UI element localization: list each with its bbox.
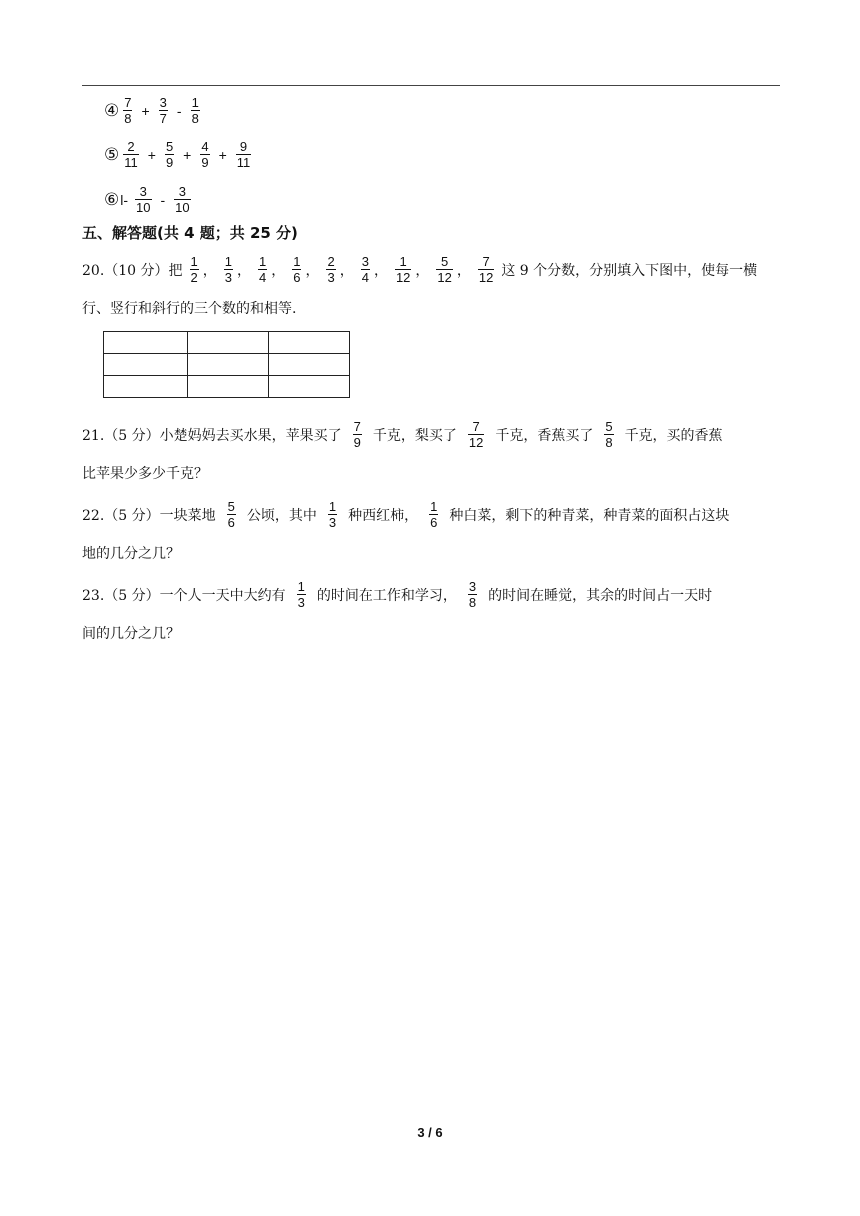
question-text: 20.（10 分）把	[82, 262, 183, 279]
exercise-5	[104, 140, 254, 169]
separator: ，	[237, 262, 251, 279]
operator: +	[218, 146, 227, 163]
fraction: $\frac{3}{10}$	[175, 184, 190, 215]
operator: +	[141, 102, 150, 119]
grid-cell[interactable]	[104, 354, 188, 376]
question-text: 的时间在睡觉，其余的时间占一天时	[488, 587, 713, 604]
question-21-line2: 比苹果少多少千克？	[82, 466, 208, 482]
section-heading: 五、解答题(共 4 题；共 25 分)	[82, 224, 298, 242]
grid-cell[interactable]	[188, 354, 269, 376]
separator: ，	[373, 262, 388, 279]
fraction: $\frac{5}{12}$	[437, 254, 452, 285]
grid-cell[interactable]	[188, 376, 269, 398]
question-text: 公顷，其中	[246, 507, 317, 524]
fraction: $\frac{7}{12}$	[478, 254, 494, 285]
separator: ，	[305, 262, 320, 279]
fraction: $\frac{3}{10}$	[136, 184, 151, 215]
separator: ，	[415, 262, 430, 279]
fraction: $\frac{3}{7}$	[159, 95, 167, 126]
fraction: $\frac{5}{9}$	[165, 139, 174, 170]
question-23-line2: 间的几分之几？	[82, 626, 180, 642]
grid-cell[interactable]	[269, 354, 350, 376]
fraction: $\frac{1}{3}$	[224, 254, 232, 285]
question-text: 千克，梨买了	[372, 427, 457, 444]
separator: ，	[271, 262, 286, 279]
question-20-line2: 行、竖行和斜行的三个数的和相等.	[82, 301, 297, 317]
fraction: $\frac{7}{12}$	[468, 419, 484, 450]
question-text: 23.（5 分）一个人一天中大约有	[82, 587, 286, 604]
question-text: 这 9 个分数，分别填入下图中，使每一横	[501, 262, 758, 279]
separator: ，	[339, 262, 354, 279]
question-22-line2: 地的几分之几？	[82, 546, 180, 562]
question-20-line1	[82, 255, 757, 284]
question-21-line1	[82, 420, 723, 449]
question-text: 千克，买的香蕉	[624, 427, 723, 444]
question-22-line1	[82, 500, 729, 529]
question-text: 种白菜，剩下的种青菜，种青菜的面积占这块	[449, 507, 730, 524]
fraction: $\frac{9}{11}$	[236, 139, 251, 170]
item-marker: ⑤	[104, 144, 120, 165]
header-rule	[82, 85, 780, 86]
fraction: $\frac{1}{12}$	[395, 254, 411, 285]
question-text: 21.（5 分）小楚妈妈去买水果，苹果买了	[82, 427, 342, 444]
fraction: $\frac{3}{8}$	[468, 579, 477, 610]
fraction: $\frac{1}{2}$	[190, 254, 198, 285]
question-text: 22.（5 分）一块菜地	[82, 507, 216, 524]
fraction: $\frac{2}{11}$	[124, 139, 138, 170]
operator: -	[176, 102, 182, 119]
fraction: $\frac{7}{9}$	[353, 419, 361, 450]
operator: +	[183, 146, 192, 163]
grid-cell[interactable]	[269, 376, 350, 398]
fraction: $\frac{1}{3}$	[328, 499, 337, 530]
separator: ，	[202, 262, 217, 279]
separator: ，	[456, 262, 471, 279]
operator: +	[147, 146, 156, 163]
grid-cell[interactable]	[104, 376, 188, 398]
operator: -	[160, 191, 166, 208]
expression-lead: l-	[120, 191, 129, 208]
fraction: $\frac{1}{4}$	[259, 254, 267, 285]
exercise-4	[104, 96, 203, 125]
magic-square-grid	[103, 331, 350, 398]
page-number: 3 / 6	[417, 1125, 443, 1140]
fraction: $\frac{7}{8}$	[124, 95, 132, 126]
fraction: $\frac{1}{8}$	[191, 95, 199, 126]
question-text: 千克，香蕉买了	[495, 427, 594, 444]
question-text: 的时间在工作和学习，	[316, 587, 457, 604]
item-marker: ④	[104, 100, 120, 121]
grid-row	[104, 354, 350, 376]
fraction: $\frac{3}{4}$	[361, 254, 369, 285]
exercise-6	[104, 185, 194, 214]
item-marker: ⑥	[104, 189, 120, 210]
question-23-line1	[82, 580, 712, 609]
fraction: $\frac{1}{6}$	[430, 499, 438, 530]
grid-row	[104, 376, 350, 398]
grid-cell[interactable]	[269, 332, 350, 354]
fraction: $\frac{5}{8}$	[605, 419, 613, 450]
question-text: 种西红柿，	[348, 507, 419, 524]
fraction: $\frac{4}{9}$	[201, 139, 209, 170]
grid-cell[interactable]	[188, 332, 269, 354]
fraction: $\frac{1}{3}$	[297, 579, 305, 610]
fraction: $\frac{2}{3}$	[327, 254, 335, 285]
grid-cell[interactable]	[104, 332, 188, 354]
fraction: $\frac{5}{6}$	[227, 499, 235, 530]
grid-row	[104, 332, 350, 354]
fraction: $\frac{1}{6}$	[293, 254, 301, 285]
